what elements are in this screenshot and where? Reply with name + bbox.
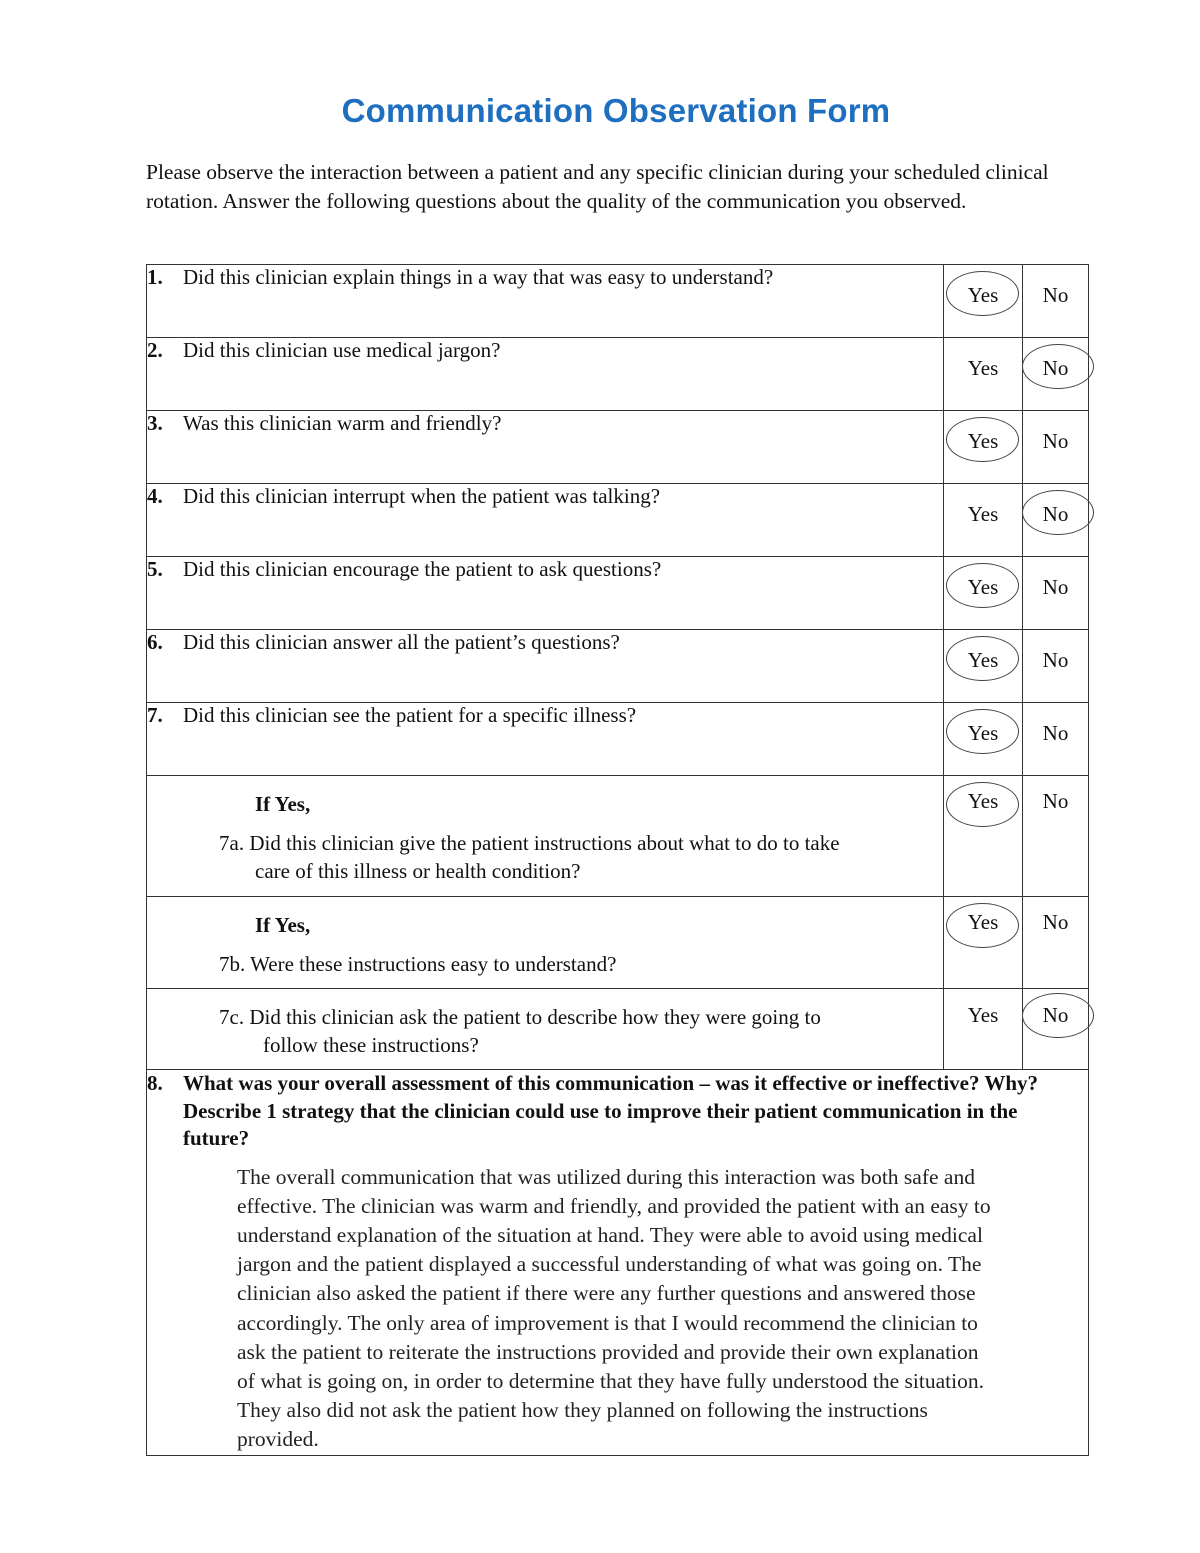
no-option-7a[interactable] <box>1023 776 1089 897</box>
question-text: Did this clinician answer all the patient’s questions? <box>183 630 620 654</box>
question-7a-cell <box>147 776 944 897</box>
no-label: No <box>1042 789 1069 813</box>
question-number: 2. <box>147 338 163 362</box>
question-number: 5. <box>147 557 163 581</box>
question-7b-cell <box>147 897 944 989</box>
question-row-7c <box>147 989 1089 1070</box>
no-label: No <box>1042 356 1069 380</box>
question-row-8 <box>147 1070 1089 1456</box>
yes-option-2[interactable] <box>944 338 1023 411</box>
question-7a <box>147 817 943 885</box>
question-7a-text-line2: care of this illness or health condition? <box>255 859 581 883</box>
no-label: No <box>1042 1003 1069 1027</box>
yes-label: Yes <box>967 789 999 813</box>
if-yes-label: If Yes, <box>255 913 311 937</box>
question-row-5 <box>147 557 1089 630</box>
yes-label: Yes <box>967 575 999 599</box>
question-7b-number: 7b. <box>219 952 246 976</box>
question-text: Did this clinician encourage the patient to ask questions? <box>183 557 662 581</box>
question-6-cell <box>147 630 944 703</box>
question-5-cell <box>147 557 944 630</box>
yes-option-7[interactable] <box>944 703 1023 776</box>
question-7c-number: 7c. <box>219 1005 245 1029</box>
yes-label: Yes <box>967 721 999 745</box>
no-option-1[interactable] <box>1023 265 1089 338</box>
question-number: 7. <box>147 703 163 727</box>
form-instructions: Please observe the interaction between a patient and any specific clinician during your scheduled clinical rotation. Answer the following questions about the quality of the communication you observed. <box>146 160 1049 213</box>
question-7c-cell <box>147 989 944 1070</box>
yes-label: Yes <box>967 910 999 934</box>
question-row-6 <box>147 630 1089 703</box>
no-label: No <box>1042 283 1069 307</box>
question-number: 1. <box>147 265 163 289</box>
question-number: 4. <box>147 484 163 508</box>
yes-label: Yes <box>967 1003 999 1027</box>
yes-option-7c[interactable] <box>944 989 1023 1070</box>
question-number: 6. <box>147 630 163 654</box>
no-option-4[interactable] <box>1023 484 1089 557</box>
yes-option-3[interactable] <box>944 411 1023 484</box>
yes-label: Yes <box>967 648 999 672</box>
question-row-4 <box>147 484 1089 557</box>
no-label: No <box>1042 502 1069 526</box>
yes-label: Yes <box>967 283 999 307</box>
question-7c-text-line1: Did this clinician ask the patient to describe how they were going to <box>249 1005 821 1029</box>
no-option-5[interactable] <box>1023 557 1089 630</box>
question-4-cell <box>147 484 944 557</box>
yes-option-1[interactable] <box>944 265 1023 338</box>
question-2-cell <box>147 338 944 411</box>
if-yes-label: If Yes, <box>255 792 311 816</box>
question-row-1 <box>147 265 1089 338</box>
no-label: No <box>1042 721 1069 745</box>
yes-option-7b[interactable] <box>944 897 1023 989</box>
yes-label: Yes <box>967 356 999 380</box>
question-7a-text-line1: Did this clinician give the patient instructions about what to do to take <box>249 831 840 855</box>
question-text: Did this clinician explain things in a way that was easy to understand? <box>183 265 774 289</box>
question-7c-text-line2: follow these instructions? <box>263 1033 479 1057</box>
question-row-7a <box>147 776 1089 897</box>
question-text: Was this clinician warm and friendly? <box>183 411 502 435</box>
question-3-cell <box>147 411 944 484</box>
yes-label: Yes <box>967 429 999 453</box>
question-text: Did this clinician interrupt when the patient was talking? <box>183 484 661 508</box>
no-label: No <box>1042 429 1069 453</box>
question-number: 3. <box>147 411 163 435</box>
question-text: Did this clinician see the patient for a specific illness? <box>183 703 637 727</box>
observation-table <box>146 264 1089 1456</box>
no-option-7[interactable] <box>1023 703 1089 776</box>
question-8-response: The overall communication that was utilized during this interaction was both safe and effective. The clinician was warm and friendly, and provided the patient with an easy to understand explanation of the situation at hand. They were able to avoid using medical jargon and the patient displayed a successful understanding of what was going on. The clinician also asked the patient if there were any further questions and answered those accordingly. The only area of improvement is that I would recommend the clinician to ask the patient to reiterate the instructions provided and provide their own explanation of what is going on, in order to determine that they have fully understood the situation. They also did not ask the patient how they planned on following the instructions provided. <box>237 1164 991 1452</box>
question-1-cell <box>147 265 944 338</box>
question-7c <box>147 989 943 1059</box>
question-8-cell <box>147 1070 1089 1456</box>
yes-option-5[interactable] <box>944 557 1023 630</box>
yes-option-6[interactable] <box>944 630 1023 703</box>
question-7-cell <box>147 703 944 776</box>
no-option-7c[interactable] <box>1023 989 1089 1070</box>
yes-option-4[interactable] <box>944 484 1023 557</box>
no-option-2[interactable] <box>1023 338 1089 411</box>
no-option-7b[interactable] <box>1023 897 1089 989</box>
question-row-7b <box>147 897 1089 989</box>
question-7a-number: 7a. <box>219 831 245 855</box>
question-8-number: 8. <box>147 1071 163 1095</box>
question-text: Did this clinician use medical jargon? <box>183 338 501 362</box>
no-label: No <box>1042 648 1069 672</box>
yes-label: Yes <box>967 502 999 526</box>
yes-option-7a[interactable] <box>944 776 1023 897</box>
question-row-2 <box>147 338 1089 411</box>
question-row-3 <box>147 411 1089 484</box>
form-title: Communication Observation Form <box>341 92 891 129</box>
question-8-text: What was your overall assessment of this communication – was it effective or ineffective? Why? Describe 1 strategy that the clinician could use to improve their patient communication in the future? <box>183 1071 1039 1150</box>
no-option-3[interactable] <box>1023 411 1089 484</box>
no-label: No <box>1042 910 1069 934</box>
question-7b <box>147 938 943 978</box>
no-option-6[interactable] <box>1023 630 1089 703</box>
no-label: No <box>1042 575 1069 599</box>
question-7b-text: Were these instructions easy to understand? <box>250 952 617 976</box>
question-row-7 <box>147 703 1089 776</box>
